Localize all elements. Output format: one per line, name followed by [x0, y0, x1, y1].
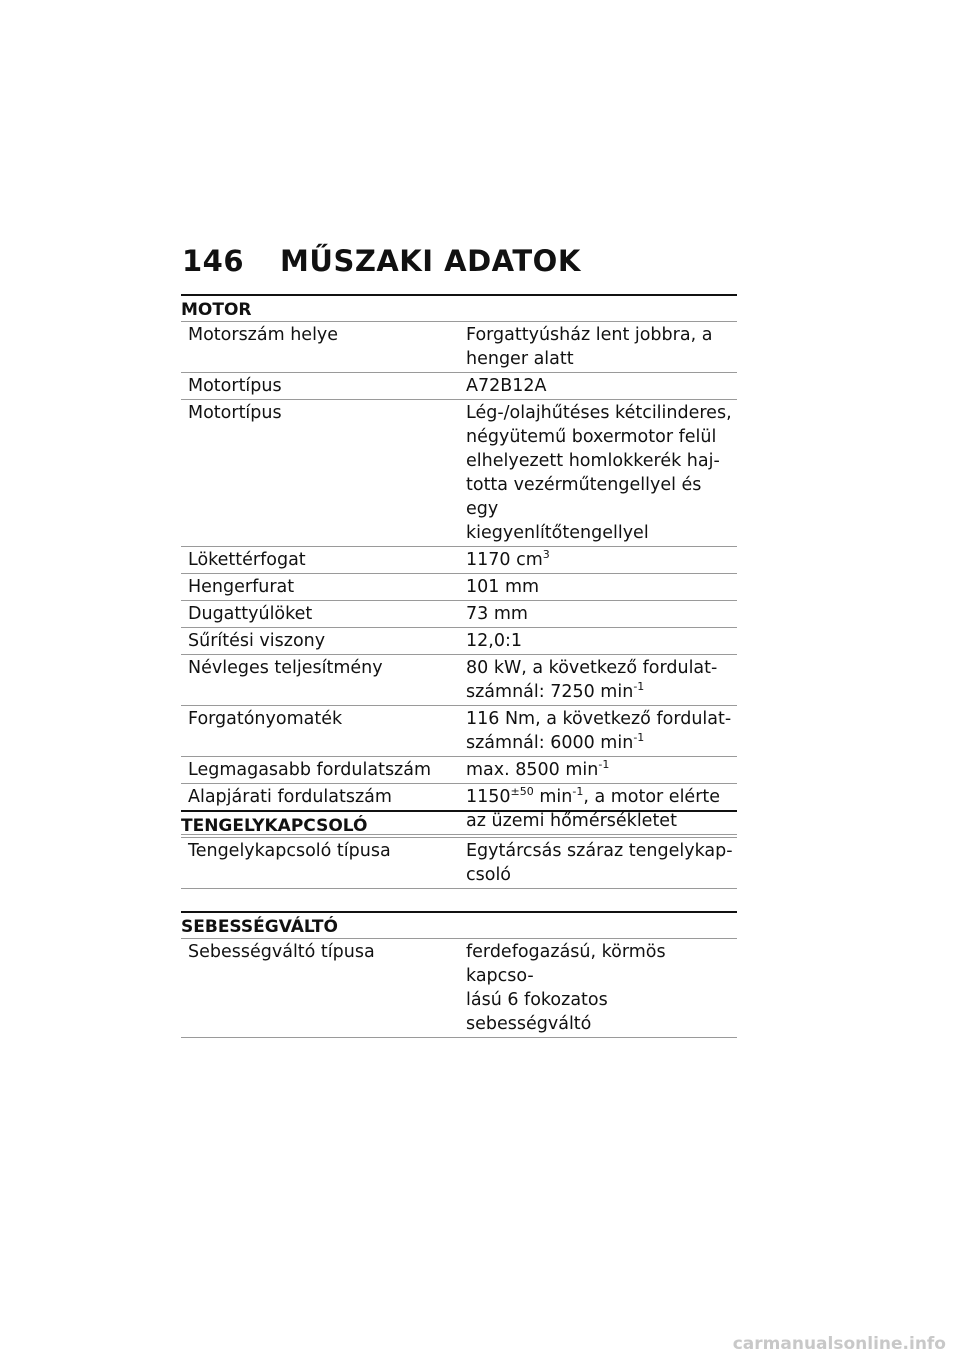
table-row: [181, 655, 737, 706]
value-superscript: 3: [542, 548, 550, 561]
table-row: [181, 838, 737, 889]
value-superscript: -1: [572, 785, 584, 798]
section-heading-motor: MOTOR: [181, 294, 737, 322]
section-heading-gearbox: SEBESSÉGVÁLTÓ: [181, 911, 737, 939]
table-row: [181, 400, 737, 547]
table-row: [181, 547, 737, 574]
row-value: 73 mm: [466, 604, 528, 624]
table-row: [181, 373, 737, 400]
row-value: 12,0:1: [466, 631, 522, 651]
row-value: [459, 656, 737, 704]
row-value: [459, 707, 737, 755]
section-motor: [181, 294, 737, 835]
value-note: , a motor elérte az üzemi hőmérsékletet: [466, 787, 721, 831]
value-text: 116 Nm, a következő fordulat- számnál: 6000 min: [466, 709, 732, 753]
row-value: Lég-/olajhűtéses kétcilinderes, négyütemű boxermotor felül elhelyezett homlokkerék haj- totta vezérműtengellyel és egy kiegyenlítőtengellyel: [466, 403, 732, 543]
value-superscript: -1: [633, 731, 645, 744]
row-label: Motortípus: [188, 376, 282, 396]
row-value: Forgattyúsház lent jobbra, a henger alatt: [466, 325, 713, 369]
value-text: 1170 cm: [466, 550, 543, 570]
page-number: 146: [182, 244, 245, 278]
value-text: 80 kW, a következő fordulat- számnál: 7250 min: [466, 658, 718, 702]
table-row: [181, 628, 737, 655]
row-label: Alapjárati fordulatszám: [188, 787, 392, 807]
row-label: Sebességváltó típusa: [188, 942, 375, 962]
table-row: [181, 574, 737, 601]
row-label: Tengelykapcsoló típusa: [188, 841, 391, 861]
chapter-title: MŰSZAKI ADATOK: [280, 244, 581, 278]
row-label: Dugattyúlöket: [188, 604, 313, 624]
value-tolerance: ±50: [510, 785, 534, 798]
row-value: [459, 548, 737, 572]
row-value: [459, 758, 737, 782]
section-clutch: [181, 810, 737, 889]
table-row: [181, 601, 737, 628]
row-value: A72B12A: [466, 376, 547, 396]
page-title: [182, 244, 581, 278]
row-label: Motortípus: [188, 403, 282, 423]
row-label: Forgatónyomaték: [188, 709, 343, 729]
row-label: Sűrítési viszony: [188, 631, 326, 651]
row-label: Lökettérfogat: [188, 550, 306, 570]
row-value: Egytárcsás száraz tengelykap- csoló: [466, 841, 733, 885]
table-row: [181, 757, 737, 784]
value-text: 1150: [466, 787, 511, 807]
table-row: [181, 322, 737, 373]
row-value: ferdefogazású, körmös kapcso- lású 6 fokozatos sebességváltó: [466, 942, 666, 1034]
value-superscript: -1: [598, 758, 610, 771]
section-heading-clutch: TENGELYKAPCSOLÓ: [181, 810, 737, 838]
row-value: 101 mm: [466, 577, 540, 597]
section-gearbox: [181, 911, 737, 1038]
row-label: Hengerfurat: [188, 577, 295, 597]
watermark: carmanualsonline.info: [732, 1334, 946, 1354]
value-superscript: -1: [633, 680, 645, 693]
row-label: Névleges teljesítmény: [188, 658, 383, 678]
row-label: Legmagasabb fordulatszám: [188, 760, 432, 780]
value-unit: min: [533, 787, 573, 807]
table-row: [181, 939, 737, 1038]
row-label: Motorszám helye: [188, 325, 339, 345]
table-row: [181, 706, 737, 757]
value-text: max. 8500 min: [466, 760, 599, 780]
